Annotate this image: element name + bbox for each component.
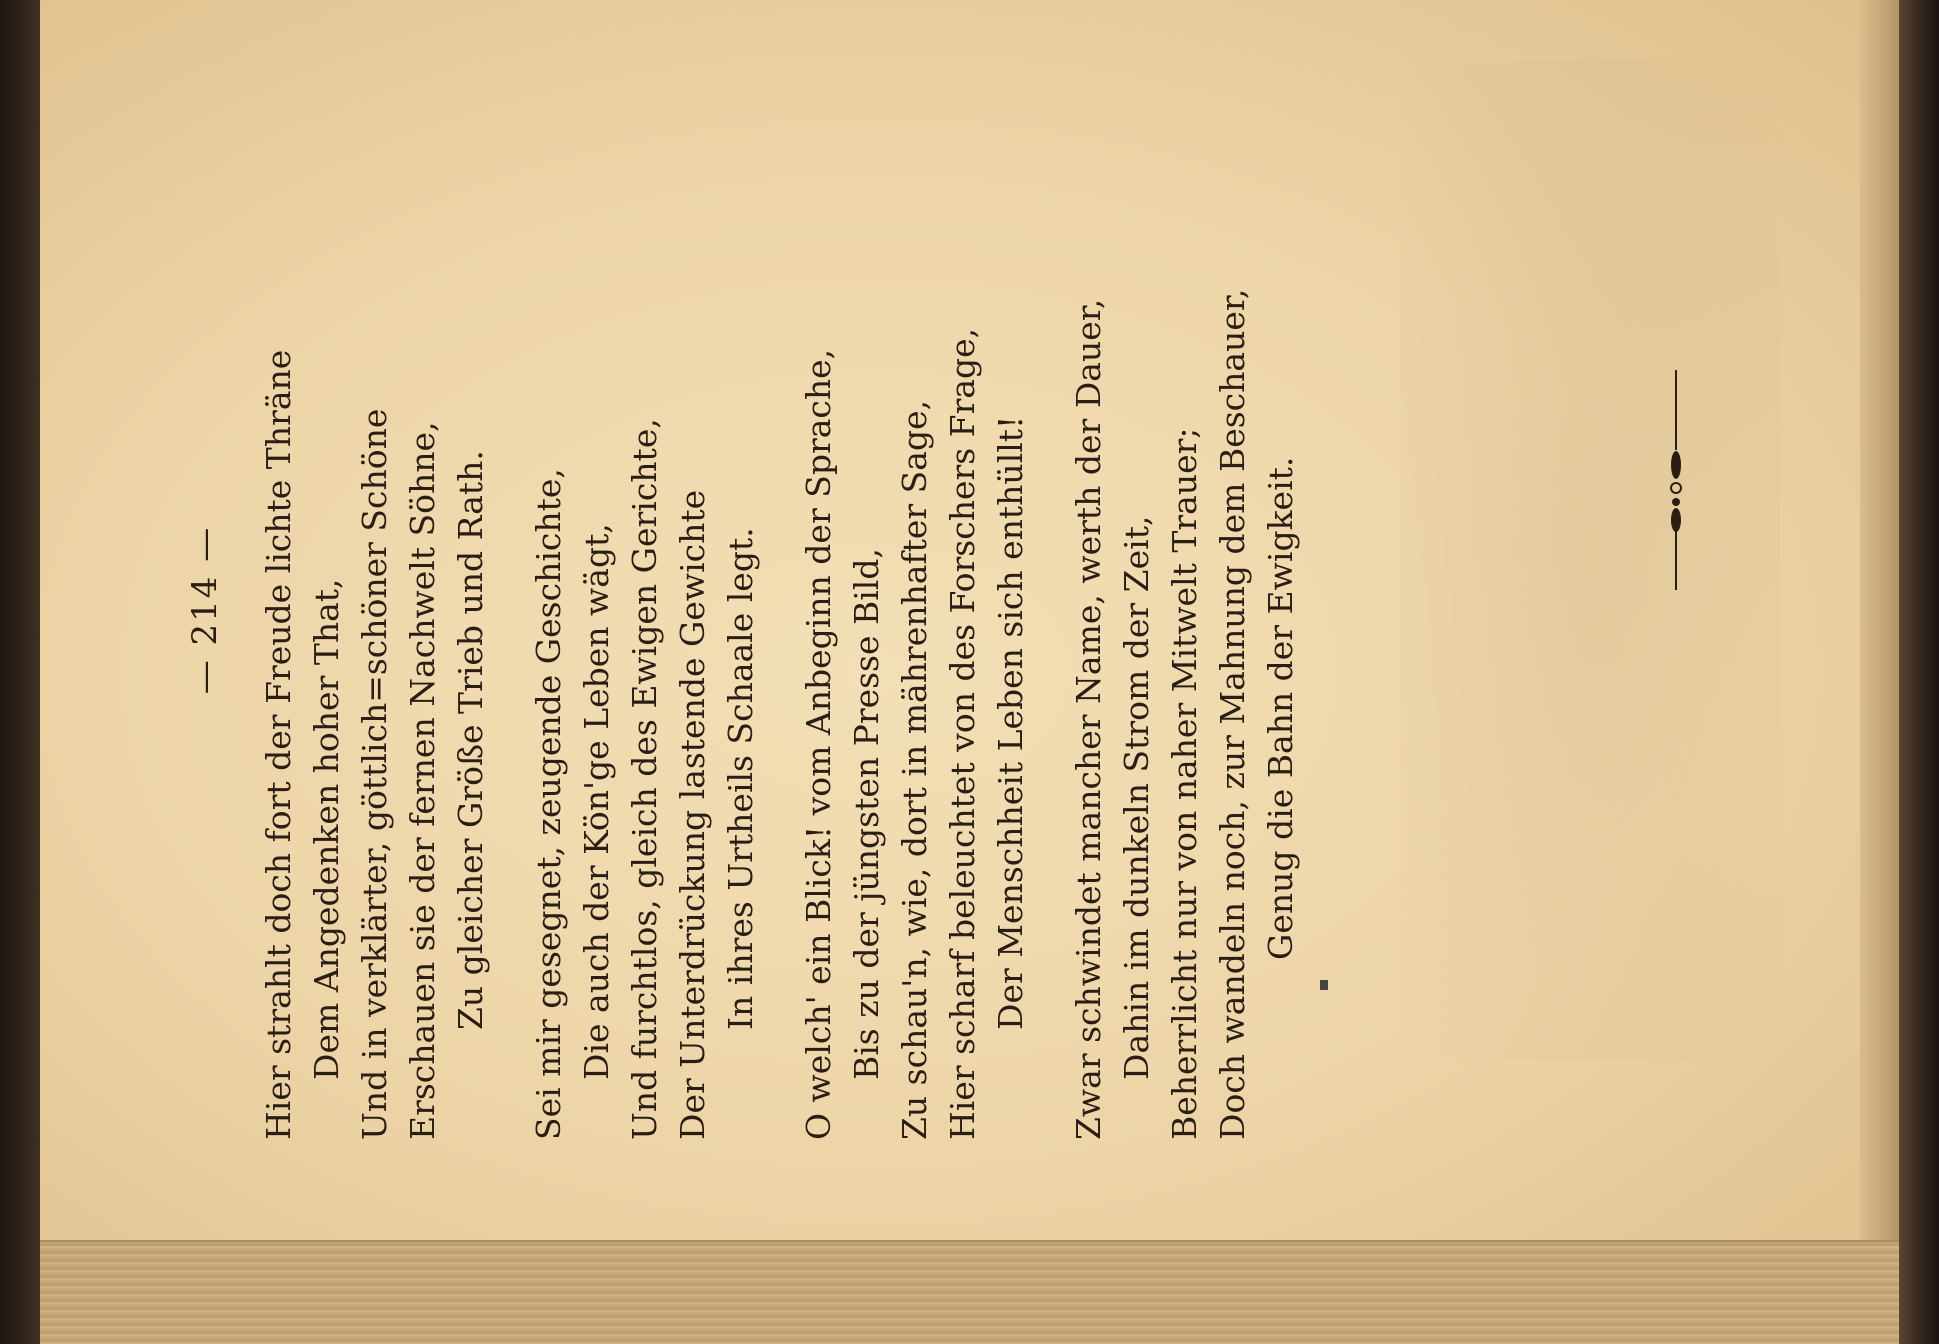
page-edge-right	[1860, 0, 1900, 1244]
poem-line: Bis zu der jüngsten Presse Bild,	[847, 548, 886, 1080]
poem-line: Der Unterdrückung lastende Gewichte	[673, 489, 712, 1140]
poem-line: Dem Angedenken hoher That,	[307, 578, 346, 1080]
page-edges-stack	[40, 1240, 1900, 1344]
poem-line: Und furchtlos, gleich des Ewigen Gerichte,	[625, 418, 664, 1140]
stanza-4	[1065, 80, 1305, 1140]
poem-line: O welch' ein Blick! vom Anbeginn der Sprache,	[799, 348, 838, 1140]
poem-line: Die auch der Kön'ge Leben wägt,	[577, 523, 616, 1080]
poem-line: Der Menschheit Leben sich enthüllt!	[991, 415, 1030, 1030]
poem-line: Beherrlicht nur von naher Mitwelt Trauer;	[1165, 427, 1204, 1140]
poem-line: In ihres Urtheils Schaale legt.	[721, 527, 760, 1030]
poem-line: Doch wandeln noch, zur Mahnung dem Beschauer,	[1213, 288, 1252, 1140]
ink-speck	[1320, 980, 1328, 990]
stanza-3	[795, 80, 1035, 1140]
stanza-2	[525, 80, 765, 1140]
page-number: — 214 —	[185, 525, 225, 695]
poem-line: Dahin im dunkeln Strom der Zeit,	[1117, 515, 1156, 1080]
stanza-1	[255, 80, 495, 1140]
poem-line: Zwar schwindet mancher Name, werth der Dauer,	[1069, 298, 1108, 1140]
poem-line: Zu schau'n, wie, dort in mährenhafter Sage,	[895, 399, 934, 1140]
book-binding-right	[1899, 0, 1939, 1344]
poem-line: Hier strahlt doch fort der Freude lichte Thräne	[259, 349, 298, 1140]
poem-line: Und in verklärter, göttlich=schöner Schöne	[355, 408, 394, 1140]
poem-line: Genug die Bahn der Ewigkeit.	[1261, 456, 1300, 960]
ornament-divider-icon	[1664, 370, 1688, 590]
poem-text-block	[185, 80, 1655, 1140]
poem-line: Erschauen sie der fernen Nachwelt Söhne,	[403, 421, 442, 1140]
poem-line: Zu gleicher Größe Trieb und Rath.	[451, 450, 490, 1030]
poem-line: Sei mir gesegnet, zeugende Geschichte,	[529, 468, 568, 1140]
poem-line: Hier scharf beleuchtet von des Forschers Frage,	[943, 327, 982, 1140]
